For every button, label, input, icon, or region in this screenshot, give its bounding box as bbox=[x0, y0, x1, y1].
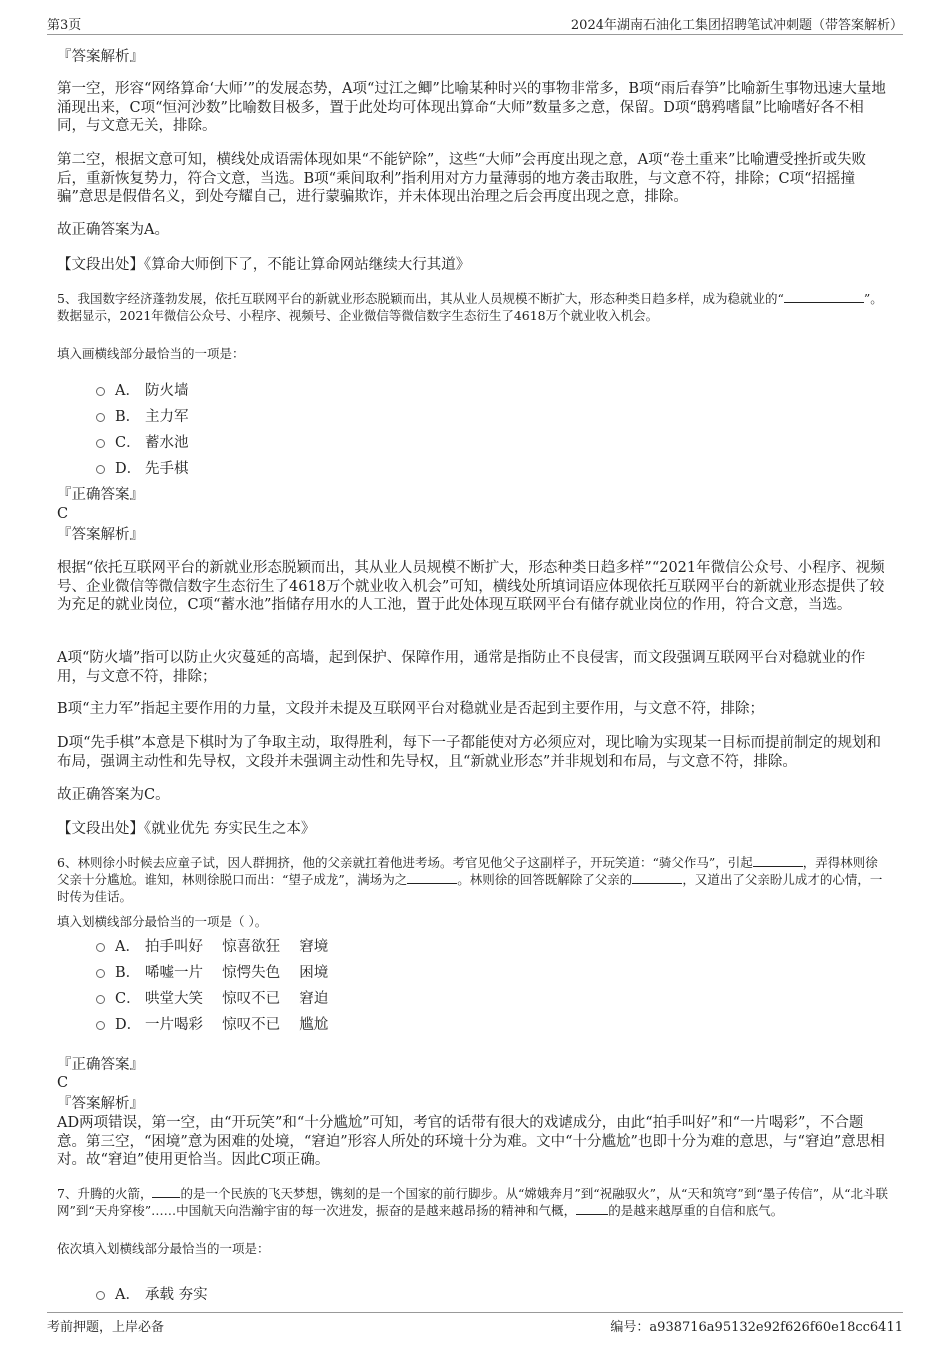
option-key: A． bbox=[115, 382, 140, 399]
option-text: 一片喝彩 惊叹不已 尴尬 bbox=[145, 1016, 329, 1033]
q6-stem bbox=[57, 854, 890, 905]
radio-icon[interactable] bbox=[96, 439, 105, 448]
q5-analysis-para3: B项“主力军”指起主要作用的力量，文段并未提及互联网平台对稳就业是否起到主要作用，与文意不符，排除； bbox=[57, 701, 764, 717]
footer-slogan: 考前押题，上岸必备 bbox=[47, 1320, 165, 1335]
q7-stem-part1: 7、升腾的火箭， bbox=[57, 1186, 153, 1201]
q4-source: 【文段出处】《算命大师倒下了，不能让算命网站继续大行其道》 bbox=[57, 257, 471, 273]
radio-icon[interactable] bbox=[96, 387, 105, 396]
q5-answer: C bbox=[57, 506, 69, 522]
q6-blank-2 bbox=[407, 871, 457, 884]
q4-conclusion: 故正确答案为A。 bbox=[57, 222, 169, 238]
page-footer bbox=[47, 1312, 903, 1335]
q5-option-b[interactable] bbox=[96, 405, 189, 425]
q6-stem-part3: 。林则徐的回答既解除了父亲的 bbox=[457, 872, 633, 887]
option-text: 承载 夯实 bbox=[145, 1286, 208, 1303]
option-key: B． bbox=[115, 964, 141, 981]
radio-icon[interactable] bbox=[96, 995, 105, 1004]
q6-analysis-para1: AD两项错误，第一空，由“开玩笑”和“十分尴尬”可知，考官的话带有很大的戏谑成分，由此“拍手叫好”和“一片喝彩”，不合题意。第三空，“困境”意为困难的处境，“窘迫”形容人所处的环境十分为难。文中“十分尴尬”也即十分为难的意思，与“窘迫”意思相对。故“窘迫”使用更恰当。因此C项正确。 bbox=[57, 1115, 885, 1168]
option-key: C． bbox=[115, 990, 141, 1007]
option-text: 防火墙 bbox=[145, 382, 189, 399]
option-text: 唏嘘一片 惊愕失色 困境 bbox=[145, 964, 329, 981]
radio-icon[interactable] bbox=[96, 943, 105, 952]
option-text: 拍手叫好 惊喜欲狂 窘境 bbox=[145, 938, 329, 955]
q6-analysis-title: 『答案解析』 bbox=[57, 1096, 144, 1112]
q7-stem bbox=[57, 1185, 890, 1219]
option-text: 哄堂大笑 惊叹不已 窘迫 bbox=[145, 990, 329, 1007]
radio-icon[interactable] bbox=[96, 465, 105, 474]
q6-blank-3 bbox=[632, 871, 682, 884]
q7-stem-part3: 的是越来越厚重的自信和底气。 bbox=[608, 1203, 784, 1218]
page-header bbox=[47, 12, 903, 35]
q5-option-a[interactable] bbox=[96, 379, 189, 399]
option-key: A． bbox=[115, 938, 140, 955]
q5-stem-part1: 5、我国数字经济蓬勃发展，依托互联网平台的新就业形态脱颖而出，其从业人员规模不断扩大，形态种类日趋多样，成为稳就业的“ bbox=[57, 291, 784, 306]
radio-icon[interactable] bbox=[96, 1021, 105, 1030]
radio-icon[interactable] bbox=[96, 1291, 105, 1300]
option-key: D． bbox=[115, 1016, 142, 1033]
q6-stem-part4: ，又道出了父亲盼儿成才的心情，一时传为佳话。 bbox=[57, 872, 883, 904]
q5-option-d[interactable] bbox=[96, 457, 189, 477]
q4-analysis-title: 『答案解析』 bbox=[57, 49, 144, 65]
q7-option-a[interactable] bbox=[96, 1283, 208, 1303]
q7-stem-part2: 的是一个民族的飞天梦想，镌刻的是一个国家的前行脚步。从“嫦娥奔月”到“祝融驭火”，从“天和筑穹”到“墨子传信”，从“北斗联网”到“天舟穿梭”……中国航天向浩瀚宇宙的每一次进发，振奋的是越来越昂扬的精神和气概， bbox=[57, 1186, 888, 1218]
option-key: B． bbox=[115, 408, 141, 425]
q5-analysis-para2: A项“防火墙”指可以防止火灾蔓延的高墙，起到保护、保障作用，通常是指防止不良侵害，而文段强调互联网平台对稳就业的作用，与文意不符，排除； bbox=[57, 650, 866, 685]
option-key: A． bbox=[115, 1286, 140, 1303]
q5-option-c[interactable] bbox=[96, 431, 189, 451]
q6-stem-part2: ，弄得林则徐父亲十分尴尬。谁知，林则徐脱口而出：“望子成龙”，满场为之 bbox=[57, 855, 878, 887]
q6-option-c[interactable] bbox=[96, 987, 328, 1007]
q5-prompt: 填入画横线部分最恰当的一项是： bbox=[57, 346, 245, 361]
option-key: D． bbox=[115, 460, 142, 477]
q7-prompt: 依次填入划横线部分最恰当的一项是： bbox=[57, 1241, 270, 1256]
radio-icon[interactable] bbox=[96, 969, 105, 978]
q5-analysis-title: 『答案解析』 bbox=[57, 527, 144, 543]
q7-blank-1 bbox=[152, 1185, 180, 1198]
document-title: 2024年湖南石油化工集团招聘笔试冲刺题（带答案解析） bbox=[570, 18, 903, 33]
option-text: 蓄水池 bbox=[145, 434, 189, 451]
option-text: 主力军 bbox=[145, 408, 189, 425]
q4-analysis-para2: 第二空，根据文意可知，横线处成语需体现如果“不能铲除”，这些“大师”会再度出现之意，A项“卷土重来”比喻遭受挫折或失败后，重新恢复势力，符合文意，当选。B项“乘间取利”指利用对方力量薄弱的地方袭击取胜，与文意不符，排除；C项“招摇撞骗”意思是假借名义，到处夸耀自己，进行蒙骗欺诈，并未体现出治理之后会再度出现之意，排除。 bbox=[57, 152, 866, 205]
q5-blank bbox=[784, 290, 864, 303]
q6-option-d[interactable] bbox=[96, 1013, 328, 1033]
page-number: 第3页 bbox=[47, 18, 82, 33]
q6-blank-1 bbox=[753, 854, 803, 867]
q5-conclusion: 故正确答案为C。 bbox=[57, 787, 170, 803]
q5-answer-title: 『正确答案』 bbox=[57, 487, 144, 503]
q6-answer: C bbox=[57, 1075, 69, 1091]
q7-blank-2 bbox=[576, 1202, 608, 1215]
q6-prompt: 填入划横线部分最恰当的一项是（ ）。 bbox=[57, 914, 268, 929]
q6-answer-title: 『正确答案』 bbox=[57, 1057, 144, 1073]
radio-icon[interactable] bbox=[96, 413, 105, 422]
option-text: 先手棋 bbox=[145, 460, 189, 477]
q4-analysis-para1: 第一空，形容“网络算命‘大师’”的发展态势，A项“过江之鲫”比喻某种时兴的事物非常多，B项“雨后春笋”比喻新生事物迅速大量地涌现出来，C项“恒河沙数”比喻数目极多，置于此处均可体现出算命“大师”数量多之意，保留。D项“鸱鸦嗜鼠”比喻嗜好各不相同，与文意无关，排除。 bbox=[57, 81, 886, 134]
q5-analysis-para4: D项“先手棋”本意是下棋时为了争取主动，取得胜利，每下一子都能使对方必须应对，现比喻为实现某一目标而提前制定的规划和布局，强调主动性和先导权，文段并未强调主动性和先导权，且“新就业形态”并非规划和布局，与文意不符，排除。 bbox=[57, 735, 881, 770]
q5-analysis-para1: 根据“依托互联网平台的新就业形态脱颖而出，其从业人员规模不断扩大，形态种类日趋多样”“2021年微信公众号、小程序、视频号、企业微信等微信数字生态衍生了4618万个就业收入机会”可知，横线处所填词语应体现依托互联网平台的新就业形态提供了较为充足的就业岗位，C项“蓄水池”指储存用水的人工池，置于此处体现互联网平台有储存就业岗位的作用，符合文意，当选。 bbox=[57, 560, 885, 613]
q5-stem bbox=[57, 290, 890, 324]
q5-source: 【文段出处】《就业优先 夯实民生之本》 bbox=[57, 821, 316, 837]
q6-stem-part1: 6、林则徐小时候去应童子试，因人群拥挤，他的父亲就扛着他进考场。考官见他父子这副样子，开玩笑道：“骑父作马”，引起 bbox=[57, 855, 753, 870]
footer-serial: 编号：a938716a95132e92f626f60e18cc6411 bbox=[610, 1320, 903, 1335]
q6-option-b[interactable] bbox=[96, 961, 328, 981]
q5-stem-part2: ”。数据显示，2021年微信公众号、小程序、视频号、企业微信等微信数字生态衍生了4618万个就业收入机会。 bbox=[57, 291, 883, 323]
option-key: C． bbox=[115, 434, 141, 451]
q6-option-a[interactable] bbox=[96, 935, 328, 955]
